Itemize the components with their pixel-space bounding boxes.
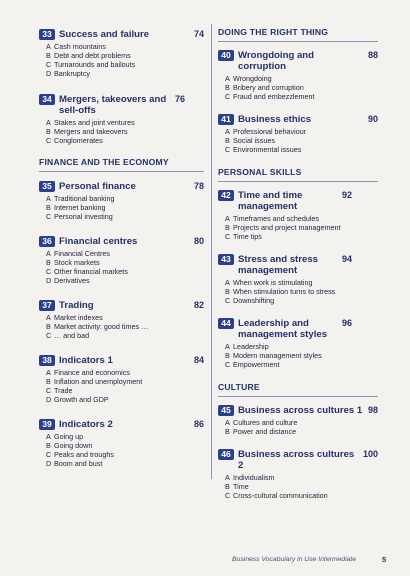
section-rule xyxy=(218,181,378,182)
topic-text: Time xyxy=(233,482,249,491)
unit-page-number: 76 xyxy=(175,94,186,104)
topic-item xyxy=(46,441,204,450)
topic-text: Peaks and troughs xyxy=(54,450,114,459)
topic-item xyxy=(46,377,204,386)
topic-item xyxy=(225,360,378,369)
section-heading-text: CULTURE xyxy=(218,382,260,392)
topic-text: Leadership xyxy=(233,342,269,351)
unit-page-number: 98 xyxy=(367,405,378,415)
topic-item xyxy=(46,212,204,221)
topic-item xyxy=(225,296,378,305)
topic-item xyxy=(46,386,204,395)
topic-letter: A xyxy=(46,194,51,203)
unit-39 xyxy=(39,419,204,468)
topic-letter: D xyxy=(46,395,52,404)
topic-letter: D xyxy=(46,459,52,468)
unit-number-badge: 46 xyxy=(218,449,234,460)
unit-page-number: 96 xyxy=(342,318,353,328)
unit-topic-list xyxy=(225,74,378,101)
topic-item xyxy=(46,60,204,69)
unit-number-badge: 39 xyxy=(39,419,55,430)
unit-33 xyxy=(39,29,204,78)
unit-heading xyxy=(39,94,204,116)
topic-text: Fraud and embezzlement xyxy=(233,92,315,101)
topic-text: Social issues xyxy=(233,136,275,145)
topic-letter: C xyxy=(46,450,52,459)
topic-letter: B xyxy=(225,83,230,92)
topic-letter: C xyxy=(46,331,52,340)
topic-text: Trade xyxy=(54,386,73,395)
unit-topic-list xyxy=(225,473,378,500)
topic-item xyxy=(225,342,378,351)
unit-number-badge: 36 xyxy=(39,236,55,247)
topic-letter: A xyxy=(225,342,230,351)
topic-item xyxy=(46,276,204,285)
topic-item xyxy=(46,395,204,404)
topic-letter: A xyxy=(46,249,51,258)
topic-item xyxy=(46,322,204,331)
topic-text: Wrongdoing xyxy=(233,74,272,83)
unit-topic-list xyxy=(46,432,204,468)
topic-text: Going down xyxy=(54,441,93,450)
unit-title: Business across cultures 1 xyxy=(238,405,363,416)
unit-title: Leadership and management styles xyxy=(238,318,328,340)
section-heading-text: PERSONAL SKILLS xyxy=(218,167,302,177)
topic-letter: B xyxy=(225,482,230,491)
topic-letter: A xyxy=(46,313,51,322)
topic-item xyxy=(225,223,378,232)
topic-letter: C xyxy=(46,386,52,395)
unit-34 xyxy=(39,94,204,145)
unit-heading xyxy=(39,419,204,430)
topic-text: Modern management styles xyxy=(233,351,322,360)
unit-topic-list xyxy=(225,278,378,305)
unit-44 xyxy=(218,318,378,369)
topic-item xyxy=(46,203,204,212)
unit-35 xyxy=(39,181,204,221)
unit-heading xyxy=(218,190,378,212)
unit-heading xyxy=(218,318,378,340)
topic-letter: A xyxy=(225,418,230,427)
topic-item xyxy=(225,232,378,241)
topic-item xyxy=(46,51,204,60)
topic-text: Debt and debt problems xyxy=(54,51,131,60)
unit-title: Indicators 1 xyxy=(59,355,113,366)
topic-letter: C xyxy=(225,92,231,101)
unit-page-number: 86 xyxy=(193,419,204,429)
topic-item xyxy=(46,459,204,468)
topic-letter: B xyxy=(46,258,51,267)
unit-number-badge: 43 xyxy=(218,254,234,265)
unit-topic-list xyxy=(46,368,204,404)
unit-page-number: 88 xyxy=(367,50,378,60)
topic-text: Inflation and unemployment xyxy=(54,377,143,386)
unit-topic-list xyxy=(225,214,378,241)
unit-heading xyxy=(218,50,378,72)
topic-text: Mergers and takeovers xyxy=(54,127,128,136)
right-column xyxy=(218,24,378,500)
topic-item xyxy=(46,432,204,441)
topic-letter: B xyxy=(46,377,51,386)
topic-text: Boom and bust xyxy=(54,459,103,468)
unit-topic-list xyxy=(46,118,204,145)
unit-title: Wrongdoing and corruption xyxy=(238,50,315,72)
unit-page-number: 92 xyxy=(342,190,353,200)
unit-38 xyxy=(39,355,204,404)
topic-letter: B xyxy=(225,136,230,145)
unit-title: Success and failure xyxy=(59,29,150,40)
topic-letter: C xyxy=(46,267,52,276)
topic-letter: C xyxy=(46,212,52,221)
unit-heading xyxy=(218,449,378,471)
section-rule xyxy=(218,396,378,397)
unit-heading xyxy=(39,236,204,247)
unit-36 xyxy=(39,236,204,285)
unit-heading xyxy=(39,300,204,311)
topic-item xyxy=(225,74,378,83)
topic-item xyxy=(225,127,378,136)
topic-text: Bankruptcy xyxy=(54,69,90,78)
topic-item xyxy=(46,194,204,203)
topic-text: Financial Centres xyxy=(54,249,110,258)
section-heading xyxy=(218,382,378,397)
topic-item xyxy=(46,331,204,340)
topic-text: Derivatives xyxy=(54,276,90,285)
unit-page-number: 78 xyxy=(193,181,204,191)
unit-heading xyxy=(218,405,378,416)
topic-item xyxy=(225,351,378,360)
topic-item xyxy=(225,491,378,500)
topic-letter: B xyxy=(225,223,230,232)
topic-letter: B xyxy=(225,427,230,436)
topic-text: Other financial markets xyxy=(54,267,128,276)
topic-letter: B xyxy=(225,287,230,296)
topic-text: Empowerment xyxy=(233,360,280,369)
unit-heading xyxy=(218,114,378,125)
topic-text: Traditional banking xyxy=(54,194,115,203)
unit-title: Indicators 2 xyxy=(59,419,113,430)
unit-heading xyxy=(39,29,204,40)
topic-letter: B xyxy=(46,51,51,60)
unit-46 xyxy=(218,449,378,500)
topic-letter: A xyxy=(46,42,51,51)
unit-number-badge: 40 xyxy=(218,50,234,61)
topic-item xyxy=(46,258,204,267)
topic-letter: B xyxy=(46,322,51,331)
topic-item xyxy=(46,313,204,322)
unit-topic-list xyxy=(225,127,378,154)
topic-text: Downshifting xyxy=(233,296,275,305)
unit-page-number: 80 xyxy=(193,236,204,246)
footer-book-title: Business Vocabulary in Use Intermediate xyxy=(232,556,357,563)
unit-topic-list xyxy=(46,194,204,221)
topic-letter: C xyxy=(46,60,52,69)
topic-item xyxy=(46,118,204,127)
topic-text: Conglomerates xyxy=(54,136,103,145)
topic-item xyxy=(46,136,204,145)
topic-text: Power and distance xyxy=(233,427,297,436)
topic-letter: A xyxy=(46,432,51,441)
topic-item xyxy=(46,267,204,276)
unit-title: Financial centres xyxy=(59,236,138,247)
topic-text: Time tips xyxy=(233,232,262,241)
section-rule xyxy=(218,41,378,42)
topic-letter: A xyxy=(225,278,230,287)
topic-item xyxy=(225,427,378,436)
topic-text: Going up xyxy=(54,432,84,441)
topic-item xyxy=(225,83,378,92)
topic-letter: C xyxy=(46,136,52,145)
topic-letter: D xyxy=(46,276,52,285)
topic-letter: A xyxy=(225,473,230,482)
unit-title: Business across cultures 2 xyxy=(238,449,355,471)
unit-number-badge: 41 xyxy=(218,114,234,125)
topic-item xyxy=(46,127,204,136)
unit-title: Mergers, takeovers and sell-offs xyxy=(59,94,167,116)
unit-topic-list xyxy=(46,42,204,78)
topic-text: … and bad xyxy=(54,331,90,340)
unit-topic-list xyxy=(225,342,378,369)
unit-title: Trading xyxy=(59,300,94,311)
unit-number-badge: 37 xyxy=(39,300,55,311)
unit-heading xyxy=(218,254,378,276)
topic-item xyxy=(225,145,378,154)
unit-page-number: 82 xyxy=(193,300,204,310)
topic-text: Stakes and joint ventures xyxy=(54,118,135,127)
topic-text: Stock markets xyxy=(54,258,100,267)
topic-text: Market activity: good times … xyxy=(54,322,149,331)
topic-item xyxy=(225,92,378,101)
topic-text: Environmental issues xyxy=(233,145,302,154)
page-number: 5 xyxy=(382,555,387,564)
unit-41 xyxy=(218,114,378,154)
topic-text: Individualism xyxy=(233,473,275,482)
topic-item xyxy=(46,42,204,51)
topic-letter: A xyxy=(46,118,51,127)
topic-item xyxy=(46,69,204,78)
topic-letter: D xyxy=(46,69,52,78)
unit-number-badge: 35 xyxy=(39,181,55,192)
topic-item xyxy=(46,450,204,459)
topic-text: Professional behaviour xyxy=(233,127,307,136)
unit-number-badge: 38 xyxy=(39,355,55,366)
unit-42 xyxy=(218,190,378,241)
unit-number-badge: 42 xyxy=(218,190,234,201)
unit-page-number: 94 xyxy=(342,254,353,264)
section-heading xyxy=(218,167,378,182)
topic-letter: C xyxy=(225,491,231,500)
topic-text: Cash mountains xyxy=(54,42,106,51)
topic-letter: B xyxy=(46,127,51,136)
unit-page-number: 74 xyxy=(193,29,204,39)
section-rule xyxy=(39,171,204,172)
unit-title: Time and time management xyxy=(238,190,303,212)
topic-text: Market indexes xyxy=(54,313,103,322)
unit-45 xyxy=(218,405,378,436)
unit-title: Business ethics xyxy=(238,114,312,125)
unit-number-badge: 34 xyxy=(39,94,55,105)
topic-item xyxy=(46,249,204,258)
topic-letter: A xyxy=(46,368,51,377)
unit-number-badge: 45 xyxy=(218,405,234,416)
unit-number-badge: 44 xyxy=(218,318,234,329)
unit-number-badge: 33 xyxy=(39,29,55,40)
topic-letter: A xyxy=(225,214,230,223)
unit-title: Stress and stress management xyxy=(238,254,318,276)
topic-letter: C xyxy=(225,232,231,241)
topic-text: Projects and project management xyxy=(233,223,341,232)
topic-letter: A xyxy=(225,127,230,136)
unit-page-number: 100 xyxy=(362,449,378,459)
topic-item xyxy=(225,136,378,145)
topic-item xyxy=(46,368,204,377)
topic-letter: A xyxy=(225,74,230,83)
unit-topic-list xyxy=(46,249,204,285)
topic-item xyxy=(225,278,378,287)
unit-heading xyxy=(39,355,204,366)
topic-item xyxy=(225,418,378,427)
topic-text: Turnarounds and bailouts xyxy=(54,60,136,69)
unit-topic-list xyxy=(225,418,378,436)
topic-item xyxy=(225,482,378,491)
column-divider xyxy=(211,24,212,479)
unit-topic-list xyxy=(46,313,204,340)
topic-text: When stimulation turns to stress xyxy=(233,287,336,296)
left-column xyxy=(39,24,204,468)
topic-letter: B xyxy=(225,351,230,360)
topic-letter: C xyxy=(225,145,231,154)
topic-text: Bribery and corruption xyxy=(233,83,304,92)
unit-title: Personal finance xyxy=(59,181,136,192)
section-heading-text: FINANCE AND THE ECONOMY xyxy=(39,157,169,167)
topic-text: Cross-cultural communication xyxy=(233,491,328,500)
topic-text: Cultures and culture xyxy=(233,418,298,427)
topic-letter: C xyxy=(225,296,231,305)
topic-text: Finance and economics xyxy=(54,368,130,377)
unit-43 xyxy=(218,254,378,305)
topic-letter: C xyxy=(225,360,231,369)
topic-item xyxy=(225,473,378,482)
section-heading xyxy=(39,157,204,172)
topic-text: Growth and GDP xyxy=(54,395,109,404)
topic-text: Internet banking xyxy=(54,203,106,212)
section-heading-text: DOING THE RIGHT THING xyxy=(218,27,329,37)
unit-page-number: 90 xyxy=(367,114,378,124)
topic-text: When work is stimulating xyxy=(233,278,313,287)
topic-letter: B xyxy=(46,441,51,450)
section-heading xyxy=(218,27,378,42)
topic-letter: B xyxy=(46,203,51,212)
unit-heading xyxy=(39,181,204,192)
topic-text: Personal investing xyxy=(54,212,113,221)
topic-item xyxy=(225,214,378,223)
topic-text: Timeframes and schedules xyxy=(233,214,320,223)
topic-item xyxy=(225,287,378,296)
unit-page-number: 84 xyxy=(193,355,204,365)
unit-40 xyxy=(218,50,378,101)
unit-37 xyxy=(39,300,204,340)
